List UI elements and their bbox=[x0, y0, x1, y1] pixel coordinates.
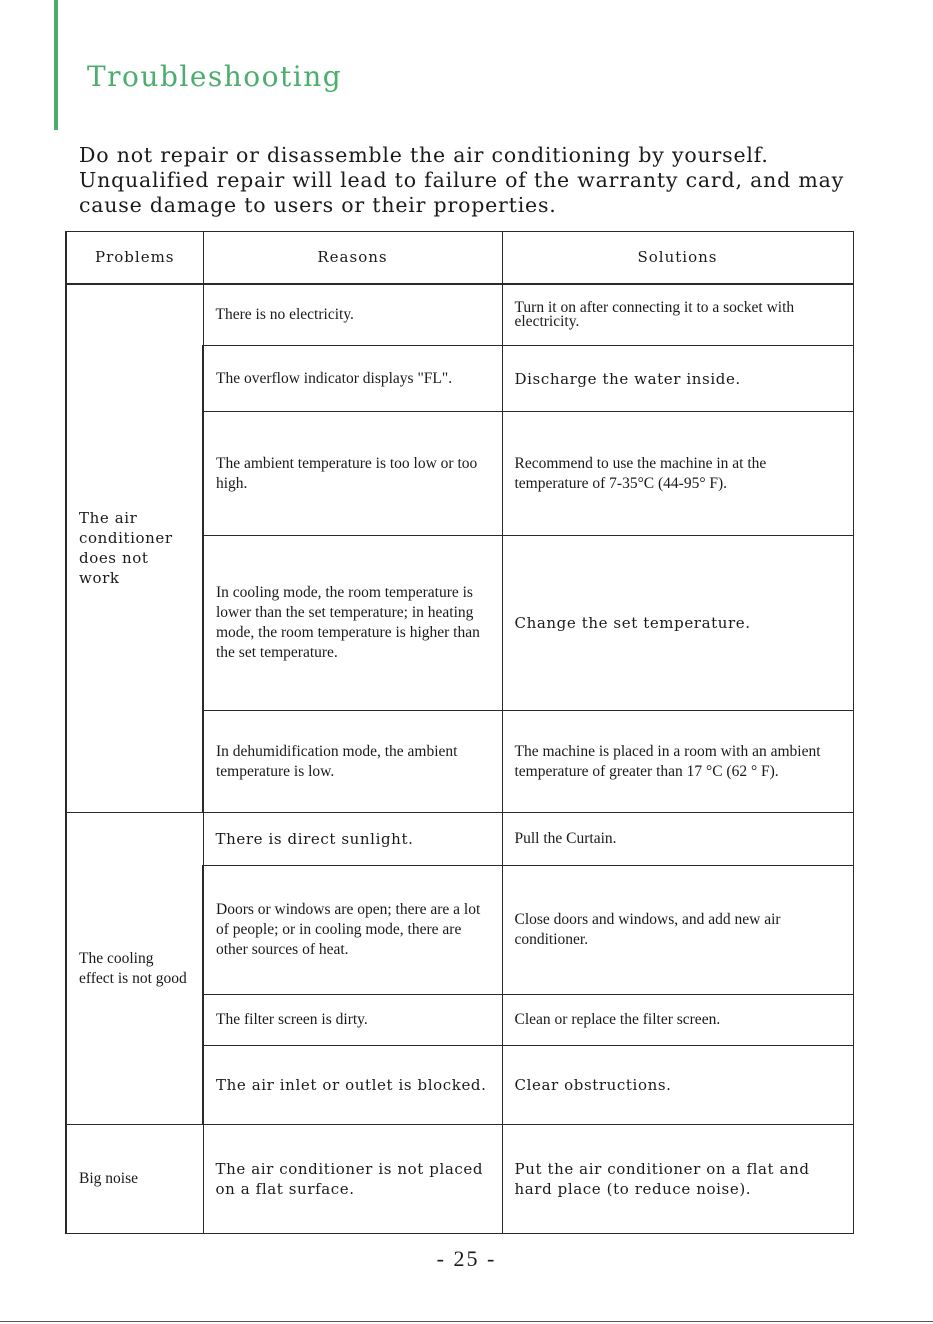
reason-cell: There is no electricity. bbox=[203, 284, 502, 346]
header-problems: Problems bbox=[66, 232, 203, 284]
problem-cell: The air conditioner does not work bbox=[66, 284, 203, 813]
header-solutions: Solutions bbox=[502, 232, 853, 284]
solution-cell: Put the air conditioner on a flat and hard place (to reduce noise). bbox=[502, 1125, 853, 1234]
solution-cell: Close doors and windows, and add new air conditioner. bbox=[502, 866, 853, 995]
reason-cell: In cooling mode, the room temperature is lower than the set temperature; in heating mode, the room temperature is higher than the set temperature. bbox=[203, 536, 502, 711]
table-header-row bbox=[66, 232, 853, 284]
solution-cell: The machine is placed in a room with an ambient temperature of greater than 17 °C (62 ° F). bbox=[502, 711, 853, 813]
troubleshooting-table bbox=[65, 231, 854, 1234]
warning-paragraph: Do not repair or disassemble the air conditioning by yourself. Unqualified repair will lead to failure of the warranty card, and may cause damage to users or their properties. bbox=[79, 143, 844, 217]
reason-cell: The ambient temperature is too low or too high. bbox=[203, 412, 502, 536]
reason-cell: Doors or windows are open; there are a lot of people; or in cooling mode, there are other sources of heat. bbox=[203, 866, 502, 995]
accent-bar bbox=[54, 0, 58, 130]
page-title: Troubleshooting bbox=[87, 60, 343, 93]
solution-cell: Pull the Curtain. bbox=[502, 813, 853, 866]
solution-cell: Clear obstructions. bbox=[502, 1046, 853, 1125]
solution-cell: Recommend to use the machine in at the temperature of 7-35°C (44-95° F). bbox=[502, 412, 853, 536]
table-row bbox=[66, 1125, 853, 1234]
header-reasons: Reasons bbox=[203, 232, 502, 284]
solution-cell: Clean or replace the filter screen. bbox=[502, 995, 853, 1046]
table-row bbox=[66, 813, 853, 866]
reason-cell: The air conditioner is not placed on a flat surface. bbox=[203, 1125, 502, 1234]
table-row bbox=[66, 284, 853, 346]
reason-cell: The filter screen is dirty. bbox=[203, 995, 502, 1046]
page-number: - 25 - bbox=[436, 1246, 497, 1271]
reason-cell: In dehumidification mode, the ambient temperature is low. bbox=[203, 711, 502, 813]
bottom-rule bbox=[0, 1321, 933, 1322]
problem-cell: Big noise bbox=[66, 1125, 203, 1234]
problem-cell: The cooling effect is not good bbox=[66, 813, 203, 1125]
reason-cell: There is direct sunlight. bbox=[203, 813, 502, 866]
solution-cell: Change the set temperature. bbox=[502, 536, 853, 711]
solution-cell: Turn it on after connecting it to a socket with electricity. bbox=[502, 284, 853, 346]
solution-cell: Discharge the water inside. bbox=[502, 346, 853, 412]
reason-cell: The overflow indicator displays "FL". bbox=[203, 346, 502, 412]
reason-cell: The air inlet or outlet is blocked. bbox=[203, 1046, 502, 1125]
